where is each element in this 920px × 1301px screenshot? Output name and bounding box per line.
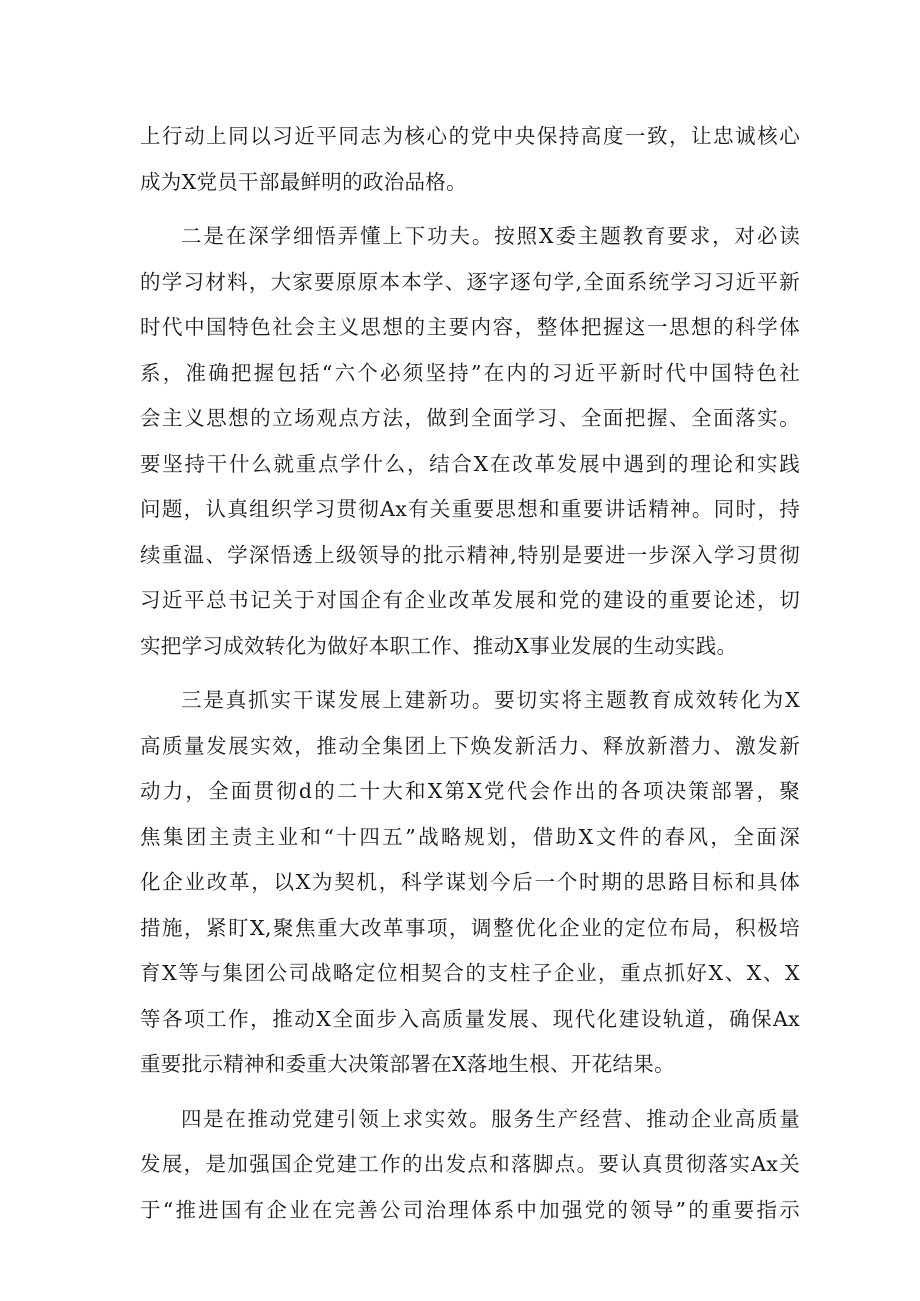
paragraph-2: [140, 214, 800, 669]
text-line: 焦集团主责主业和“十四五”战略规划，借助X文件的春风，全面深: [140, 824, 800, 849]
text-line: 续重温、学深悟透上级领导的批示精神,特别是要进一步深入学习贯彻: [140, 542, 800, 567]
paragraph-3: [140, 678, 800, 1088]
text-line: 发展，是加强国企党建工作的出发点和落脚点。要认真贯彻落实Ax关: [140, 1152, 800, 1176]
text-line: 问题，认真组织学习贯彻Ax有关重要思想和重要讲话精神。同时，持: [140, 497, 800, 521]
text-line: 上行动上同以习近平同志为核心的党中央保持高度一致，让忠诚核心: [140, 124, 800, 148]
text-line: 会主义思想的立场观点方法，做到全面学习、全面把握、全面落实。: [140, 406, 800, 430]
body-text: [140, 114, 800, 1233]
text-line: 于“推进国有企业在完善公司治理体系中加强党的领导”的重要指示: [140, 1197, 800, 1222]
text-line: 化企业改革，以X为契机，科学谋划今后一个时期的思路目标和具体: [140, 870, 800, 894]
text-line: 三是真抓实干谋发展上建新功。要切实将主题教育成效转化为X: [181, 688, 800, 712]
text-line: 二是在深学细悟弄懂上下功夫。按照X委主题教育要求，对必读: [181, 224, 800, 248]
text-line: 重要批示精神和委重大决策部署在X落地生根、开花结果。: [140, 1052, 675, 1076]
text-line: 育X等与集团公司战略定位相契合的支柱子企业，重点抓好X、X、X: [140, 961, 800, 985]
text-line: 要坚持干什么就重点学什么，结合X在改革发展中遇到的理论和实践: [140, 451, 800, 476]
text-line: 时代中国特色社会主义思想的主要内容，整体把握这一思想的科学体: [140, 315, 800, 339]
text-line: 系，准确把握包括“六个必须坚持”在内的习近平新时代中国特色社: [140, 360, 800, 385]
text-line: 动力，全面贯彻d的二十大和X第X党代会作出的各项决策部署，聚: [140, 779, 800, 803]
paragraph-4: [140, 1097, 800, 1234]
text-line: 成为X党员干部最鲜明的政治品格。: [140, 169, 467, 194]
text-line: 习近平总书记关于对国企有企业改革发展和党的建设的重要论述，切: [140, 588, 800, 612]
text-line: 实把学习成效转化为做好本职工作、推动X事业发展的生动实践。: [140, 633, 738, 658]
text-line: 等各项工作，推动X全面步入高质量发展、现代化建设轨道，确保Ax: [140, 1006, 800, 1031]
paragraph-1: [140, 114, 800, 205]
text-line: 的学习材料，大家要原原本本学、逐字逐句学,全面系统学习习近平新: [140, 269, 800, 294]
text-line: 高质量发展实效，推动全集团上下焕发新活力、释放新潜力、激发新: [140, 733, 800, 758]
text-line: 四是在推动党建引领上求实效。服务生产经营、推动企业高质量: [181, 1106, 800, 1131]
text-line: 措施，紧盯X,聚焦重大改革事项，调整优化企业的定位布局，积极培: [140, 915, 800, 940]
